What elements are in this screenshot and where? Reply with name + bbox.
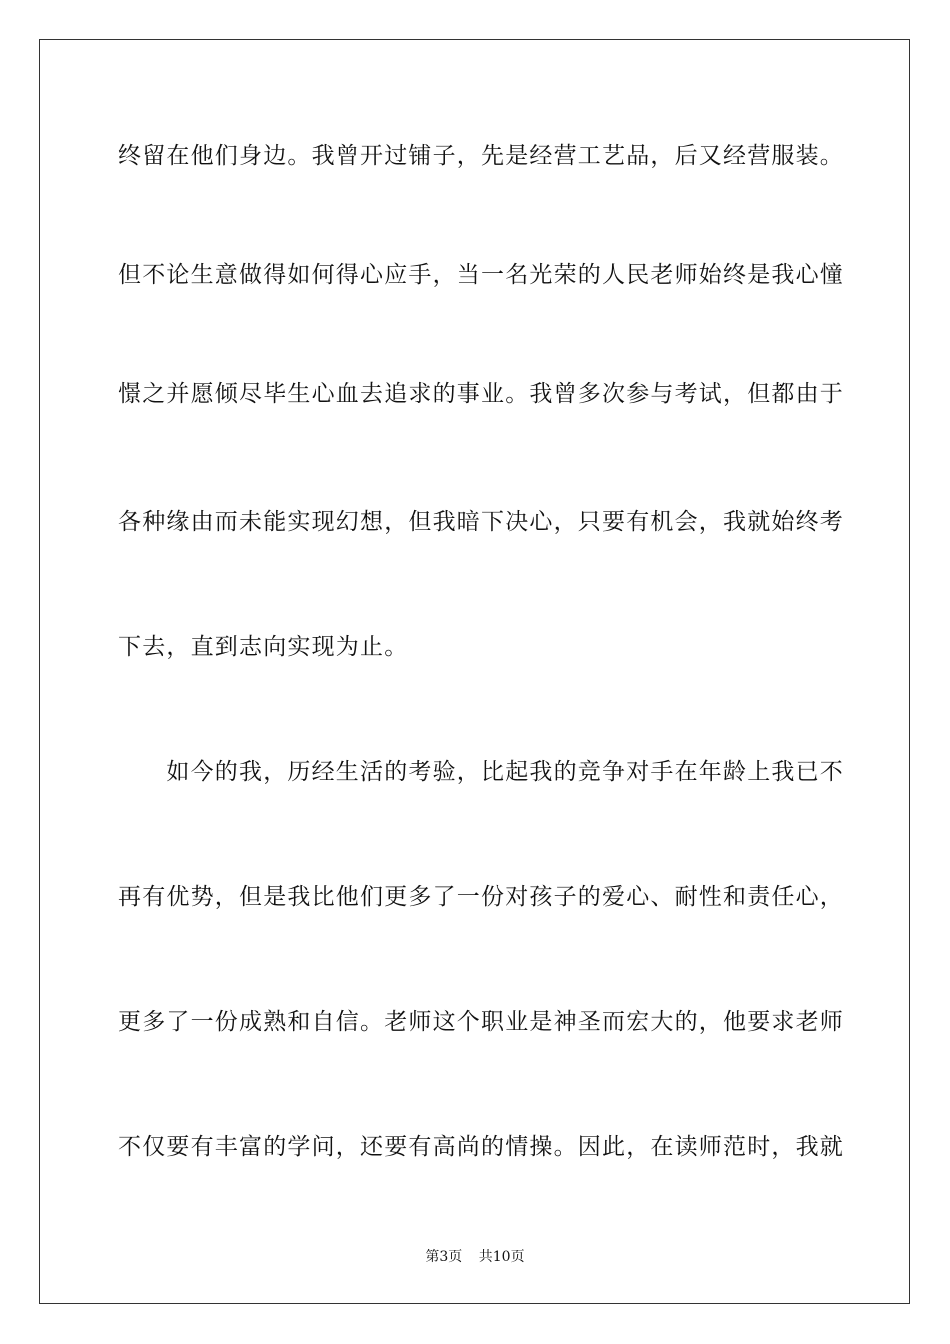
text-line: 各种缘由而未能实现幻想，但我暗下决心，只要有机会，我就始终考 xyxy=(118,509,844,535)
page-footer xyxy=(0,1248,950,1266)
page-border xyxy=(39,39,910,1304)
text-line: 更多了一份成熟和自信。老师这个职业是神圣而宏大的，他要求老师 xyxy=(118,1009,844,1035)
text-line: 再有优势，但是我比他们更多了一份对孩子的爱心、耐性和责任心， xyxy=(118,884,844,910)
text-line: 下去，直到志向实现为止。 xyxy=(118,634,409,660)
text-line: 但不论生意做得如何得心应手，当一名光荣的人民老师始终是我心憧 xyxy=(118,262,844,288)
text-line: 如今的我，历经生活的考验，比起我的竞争对手在年龄上我已不 xyxy=(118,759,844,785)
text-line: 不仅要有丰富的学问，还要有高尚的情操。因此，在读师范时，我就 xyxy=(118,1134,844,1160)
text-line: 终留在他们身边。我曾开过铺子，先是经营工艺品，后又经营服装。 xyxy=(118,143,844,169)
text-line: 憬之并愿倾尽毕生心血去追求的事业。我曾多次参与考试，但都由于 xyxy=(118,381,844,407)
page-total: 共10页 xyxy=(478,1249,525,1265)
page-number: 第3页 xyxy=(425,1249,463,1265)
